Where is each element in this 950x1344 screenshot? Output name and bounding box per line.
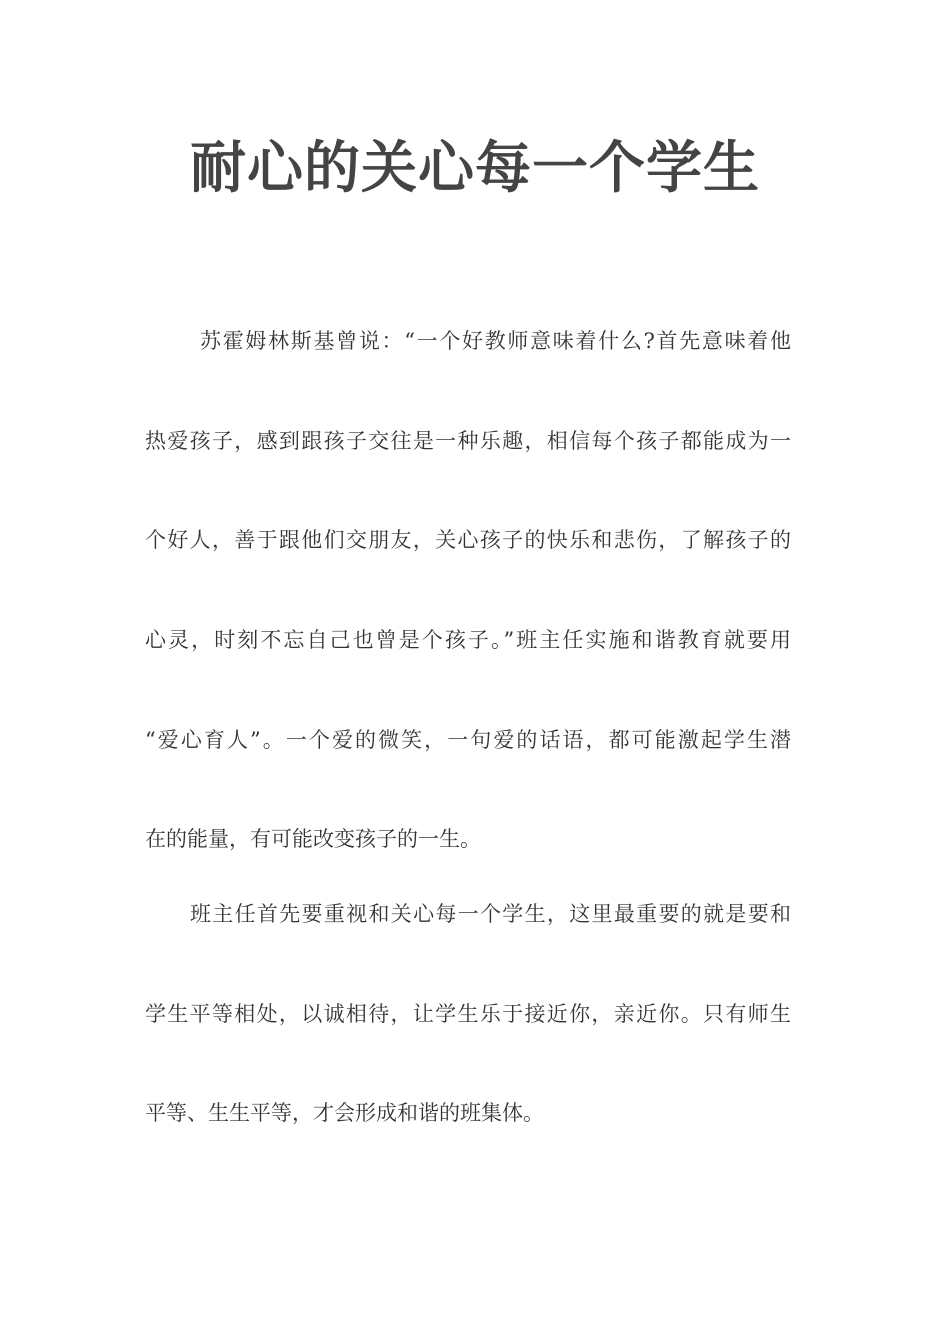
paragraph-line: 苏霍姆林斯基曾说：“一个好教师意味着什么?首先意味着他 bbox=[200, 329, 791, 353]
paragraph-line: “爱心育人”。一个爱的微笑，一句爱的话语，都可能激起学生潜 bbox=[145, 728, 791, 752]
paragraph-line: 心灵，时刻不忘自己也曾是个孩子。”班主任实施和谐教育就要用 bbox=[145, 628, 791, 652]
paragraph-line: 个好人，善于跟他们交朋友，关心孩子的快乐和悲伤，了解孩子的 bbox=[145, 528, 791, 552]
paragraph-line: 学生平等相处，以诚相待，让学生乐于接近你，亲近你。只有师生 bbox=[145, 1002, 791, 1026]
paragraph-line: 班主任首先要重视和关心每一个学生，这里最重要的就是要和 bbox=[190, 902, 791, 926]
paragraph-line: 平等、生生平等，才会形成和谐的班集体。 bbox=[145, 1101, 544, 1125]
document-title: 耐心的关心每一个学生 bbox=[190, 135, 760, 201]
paragraph-line: 热爱孩子，感到跟孩子交往是一种乐趣，相信每个孩子都能成为一 bbox=[145, 429, 791, 453]
paragraph-line: 在的能量，有可能改变孩子的一生。 bbox=[145, 827, 481, 851]
